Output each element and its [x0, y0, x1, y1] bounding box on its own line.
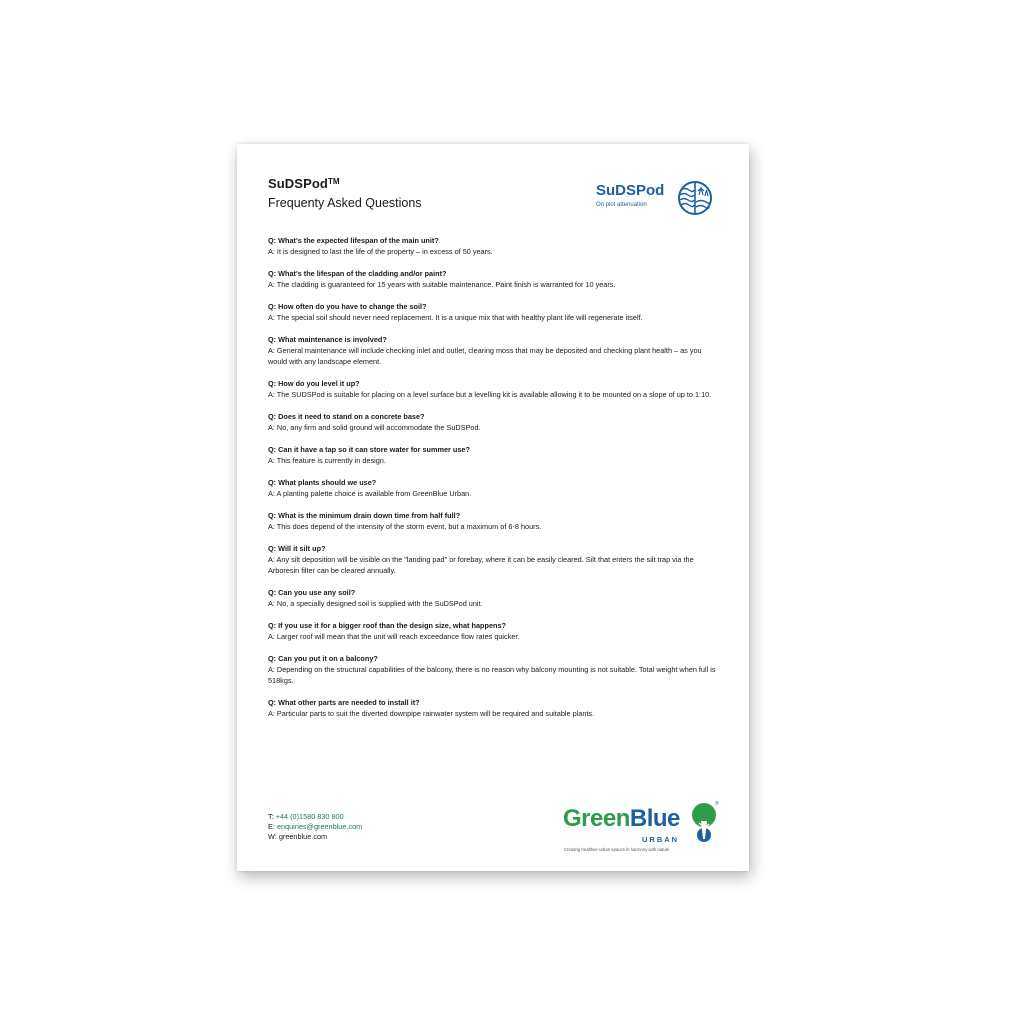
faq-item — [268, 544, 720, 576]
faq-item — [268, 412, 720, 433]
faq-answer: A: This does depend of the intensity of the storm event, but a maximum of 6-8 hours. — [268, 522, 542, 531]
faq-answer: A: General maintenance will include checking inlet and outlet, clearing moss that may be deposited and checking plant health – as you would with any landscape element. — [268, 346, 702, 366]
faq-answer: A: The special soil should never need replacement. It is a unique mix that with healthy plant life will regenerate itself. — [268, 313, 643, 322]
sudspod-logo — [596, 180, 716, 216]
faq-answer: A: A planting palette choice is available from GreenBlue Urban. — [268, 489, 472, 498]
faq-answer: A: The SUDSPod is suitable for placing on a level surface but a levelling kit is available allowing it to be mounted on a slope of up to 1:10. — [268, 390, 712, 399]
faq-item — [268, 379, 720, 400]
email-link[interactable]: enquiries@greenblue.com — [276, 822, 363, 831]
greenblue-logo-word: GreenBlue — [563, 805, 680, 832]
faq-question: Q: Can you use any soil? — [268, 588, 356, 597]
faq-item — [268, 621, 720, 642]
contact-block — [268, 812, 362, 842]
tree-icon — [691, 799, 721, 843]
faq-document-page — [237, 144, 749, 871]
registered-mark: ® — [715, 801, 719, 807]
faq-item — [268, 511, 720, 532]
faq-question: Q: Can it have a tap so it can store water for summer use? — [268, 445, 470, 454]
faq-question: Q: What maintenance is involved? — [268, 335, 387, 344]
title-block — [268, 176, 422, 210]
website-link[interactable]: greenblue.com — [278, 832, 328, 841]
faq-item — [268, 335, 720, 367]
faq-answer: A: It is designed to last the life of the property – in excess of 50 years. — [268, 247, 493, 256]
contact-web: W: greenblue.com — [268, 832, 328, 841]
faq-question: Q: What other parts are needed to install it? — [268, 698, 420, 707]
faq-item — [268, 654, 720, 686]
faq-item — [268, 588, 720, 609]
faq-answer: A: This feature is currently in design. — [268, 456, 386, 465]
phone-number[interactable]: +44 (0)1580 830 800 — [275, 812, 344, 821]
greenblue-logo-urban: URBAN — [642, 835, 680, 844]
faq-item — [268, 445, 720, 466]
greenblue-logo — [563, 799, 723, 857]
faq-item — [268, 302, 720, 323]
globe-waves-icon — [677, 180, 713, 216]
faq-item — [268, 478, 720, 499]
faq-answer: A: Depending on the structural capabilities of the balcony, there is no reason why balcony mounting is not suitable. Total weight when full is 518kgs. — [268, 665, 716, 685]
faq-question: Q: What's the lifespan of the cladding and/or paint? — [268, 269, 447, 278]
faq-question: Q: What is the minimum drain down time from half full? — [268, 511, 461, 520]
contact-phone: T: +44 (0)1580 830 800 — [268, 812, 344, 821]
product-title: SuDSPod™ — [268, 176, 340, 191]
faq-question: Q: What's the expected lifespan of the main unit? — [268, 236, 439, 245]
faq-question: Q: How do you level it up? — [268, 379, 360, 388]
faq-item — [268, 698, 720, 719]
faq-question: Q: Will it silt up? — [268, 544, 326, 553]
greenblue-logo-tagline: Creating healthier urban spaces in harmony with nature — [564, 847, 670, 852]
contact-email: E: enquiries@greenblue.com — [268, 822, 363, 831]
faq-question: Q: If you use it for a bigger roof than the design size, what happens? — [268, 621, 506, 630]
document-subtitle: Frequenty Asked Questions — [268, 196, 422, 210]
faq-question: Q: Can you put it on a balcony? — [268, 654, 378, 663]
faq-question: Q: How often do you have to change the soil? — [268, 302, 427, 311]
faq-item — [268, 236, 720, 257]
faq-answer: A: Larger roof will mean that the unit will reach exceedance flow rates quicker. — [268, 632, 520, 641]
faq-list — [268, 236, 720, 731]
trademark-mark: TM — [327, 177, 340, 186]
faq-item — [268, 269, 720, 290]
sudspod-logo-word: SuDSPod — [596, 182, 665, 199]
faq-answer: A: Any silt deposition will be visible on the "landing pad" or forebay, where it can be easily cleared. Silt that enters the silt trap via the Arboresin filter can be cleared annually. — [268, 555, 694, 575]
faq-answer: A: No, any firm and solid ground will accommodate the SuDSPod. — [268, 423, 481, 432]
faq-answer: A: Particular parts to suit the diverted downpipe rainwater system will be required and suitable plants. — [268, 709, 595, 718]
faq-answer: A: No, a specially designed soil is supplied with the SuDSPod unit. — [268, 599, 483, 608]
faq-question: Q: What plants should we use? — [268, 478, 377, 487]
faq-answer: A: The cladding is guaranteed for 15 years with suitable maintenance. Paint finish is warranted for 10 years. — [268, 280, 616, 289]
faq-question: Q: Does it need to stand on a concrete base? — [268, 412, 425, 421]
sudspod-logo-tagline: On plot attenuation — [596, 202, 647, 208]
